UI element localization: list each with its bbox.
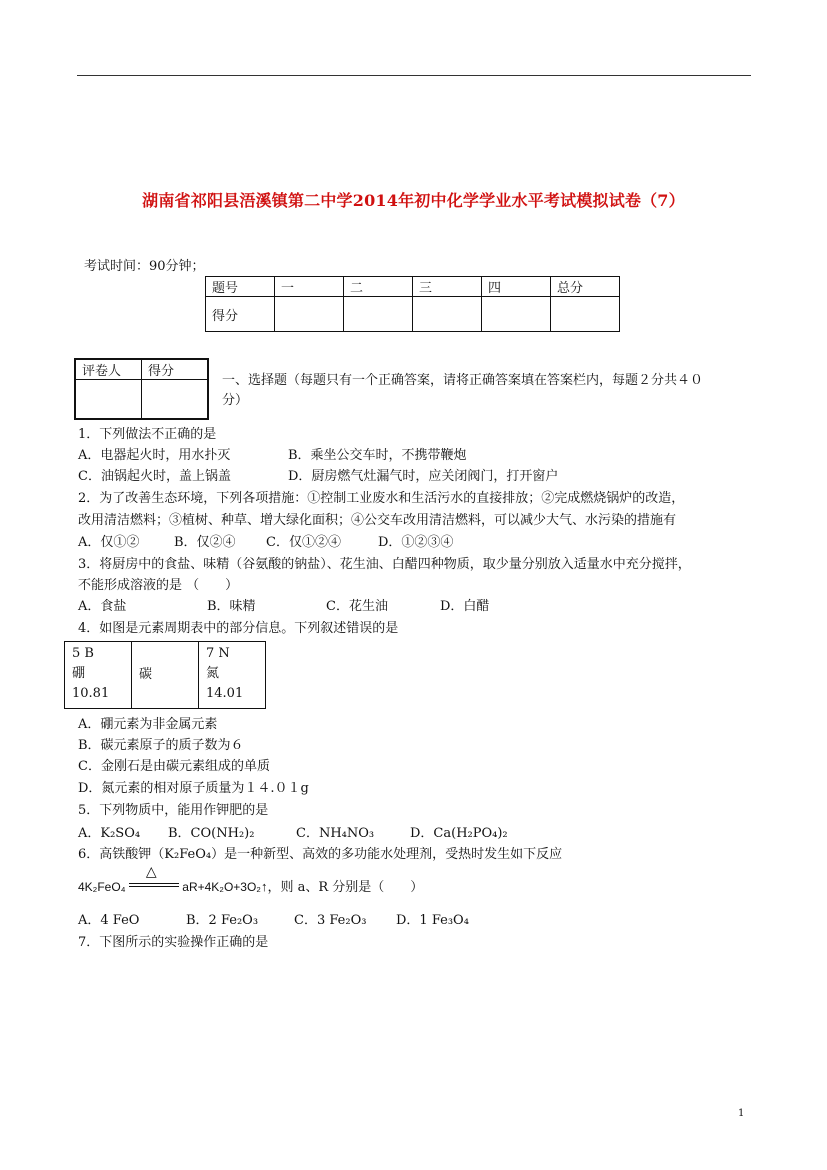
option: B．味精	[207, 599, 256, 614]
option: D．氮元素的相对原子质量为１４.０１g	[78, 781, 309, 796]
option: A．4 FeO	[78, 913, 140, 928]
score-header-cell: 题号	[206, 277, 275, 297]
header-rule	[77, 75, 751, 76]
element-mass: 14.01	[206, 686, 244, 701]
option: B．乘坐公交车时，不携带鞭炮	[288, 448, 467, 463]
option: B．CO(NH₂)₂	[168, 826, 255, 841]
score-cell	[344, 297, 413, 332]
page-number: 1	[738, 1108, 745, 1119]
element-number: 7 N	[206, 646, 230, 661]
heat-icon: △	[145, 863, 157, 879]
equation-condition	[129, 863, 179, 891]
option: A．K₂SO₄	[78, 826, 141, 841]
score-header-cell: 四	[482, 277, 551, 297]
score-cell	[413, 297, 482, 332]
option: A．电器起火时，用水扑灭	[78, 448, 231, 463]
option: C．NH₄NO₃	[296, 826, 375, 841]
grader-cell	[75, 380, 142, 420]
option: B．2 Fe₂O₃	[186, 913, 259, 928]
option: C．花生油	[326, 599, 388, 614]
grader-table	[74, 358, 209, 420]
question-stem-cont: 改用清洁燃料；③植树、种草、增大绿化面积；④公交车改用清洁燃料，可以减少大气、水污染的措施有	[78, 513, 677, 528]
exam-time: 考试时间：90分钟；	[84, 259, 205, 274]
option: B．仅②④	[174, 535, 236, 550]
score-header-cell: 三	[413, 277, 482, 297]
element-cell-nitrogen	[199, 642, 266, 709]
page-title: 湖南省祁阳县浯溪镇第二中学2014年初中化学学业水平考试模拟试卷（7）	[142, 191, 685, 210]
question-stem: 5．下列物质中，能用作钾肥的是	[78, 803, 269, 818]
equation-products: aR+4K₂O+3O₂	[182, 880, 261, 894]
section-heading: 一、选择题（每题只有一个正确答案，请将正确答案填在答案栏内，每题２分共４０	[222, 373, 704, 388]
element-name: 硼	[72, 666, 86, 681]
score-cell	[275, 297, 344, 332]
gas-arrow-icon: ↑	[260, 879, 268, 894]
question-stem: 4．如图是元素周期表中的部分信息。下列叙述错误的是	[78, 621, 399, 636]
equation-reactants: 4K₂FeO₄	[78, 880, 126, 894]
option: D．①②③④	[378, 535, 454, 550]
section-heading-cont: 分）	[222, 393, 249, 408]
option: D．白醋	[440, 599, 490, 614]
option: D．厨房燃气灶漏气时，应关闭阀门，打开窗户	[288, 469, 559, 484]
question-stem: 6．高铁酸钾（K₂FeO₄）是一种新型、高效的多功能水处理剂，受热时发生如下反应	[78, 847, 563, 862]
option: A．食盐	[78, 599, 127, 614]
element-mass: 10.81	[72, 686, 110, 701]
question-stem: 2．为了改善生态环境，下列各项措施：①控制工业废水和生活污水的直接排放；②完成燃烧锅炉的改造，	[78, 491, 685, 506]
option: A．硼元素为非金属元素	[78, 717, 218, 732]
grader-cell	[142, 380, 209, 420]
score-header-cell: 总分	[551, 277, 620, 297]
element-name: 碳	[139, 667, 153, 682]
option: C．3 Fe₂O₃	[294, 913, 367, 928]
score-header-cell: 二	[344, 277, 413, 297]
question-stem: 7．下图所示的实验操作正确的是	[78, 935, 269, 950]
equation-question: ，则 a、R 分别是（ ）	[267, 880, 424, 895]
score-cell	[551, 297, 620, 332]
option: C．油锅起火时，盖上锅盖	[78, 469, 231, 484]
score-header-cell: 一	[275, 277, 344, 297]
grader-score-label: 得分	[142, 359, 209, 380]
option: A．仅①②	[78, 535, 140, 550]
score-cell	[482, 297, 551, 332]
question-stem: 1．下列做法不正确的是	[78, 427, 217, 442]
reaction-equation	[78, 863, 424, 895]
element-name: 氮	[206, 666, 220, 681]
option: B．碳元素原子的质子数为６	[78, 738, 244, 753]
option: D．1 Fe₃O₄	[396, 913, 469, 928]
option: D．Ca(H₂PO₄)₂	[410, 826, 508, 841]
element-number: 5 B	[72, 646, 94, 661]
score-row-label: 得分	[206, 297, 275, 332]
element-cell-boron	[65, 642, 132, 709]
grader-label: 评卷人	[75, 359, 142, 380]
score-table	[205, 276, 620, 332]
option: C．仅①②④	[266, 535, 341, 550]
question-stem-cont: 不能形成溶液的是 （ ）	[78, 578, 239, 593]
element-cell-carbon	[132, 642, 199, 709]
periodic-table-excerpt	[64, 641, 266, 709]
question-stem: 3．将厨房中的食盐、味精（谷氨酸的钠盐）、花生油、白醋四种物质，取少量分别放入适量水中充分搅拌，	[78, 557, 691, 572]
option: C．金刚石是由碳元素组成的单质	[78, 759, 270, 774]
